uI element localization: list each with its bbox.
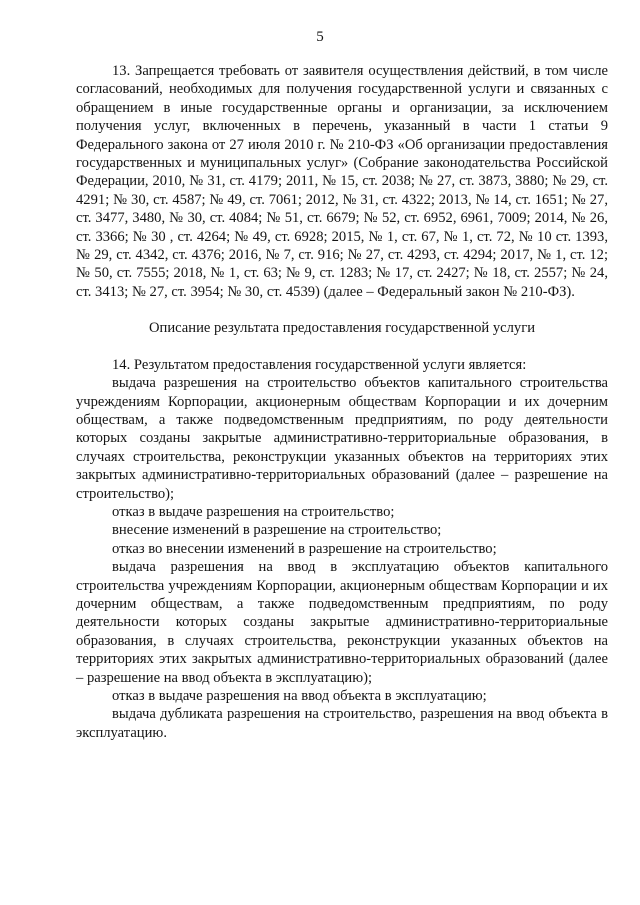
result-item-duplicate-permit: выдача дубликата разрешения на строительство, разрешения на ввод объекта в эксплуатацию.: [76, 706, 608, 741]
result-item-commissioning-permit: выдача разрешения на ввод в эксплуатацию объектов капитального строительства учреждениям Корпорации, акционерным обществам Корпорации и их дочерним обществам, а также подведомственным предприятиям, по роду деятельности которых созданы закрытые административно-территориальные образования, в случаях строительства, реконструкции указанных объектов на территориях этих закрытых административно-территориальных образований (далее – разрешение на ввод объекта в эксплуатацию);: [76, 559, 608, 686]
section-heading: Описание результата предоставления государственной услуги: [148, 320, 536, 337]
result-item-commissioning-refusal: отказ в выдаче разрешения на ввод объекта в эксплуатацию;: [112, 688, 487, 704]
document-body: [76, 62, 608, 742]
result-item-permit-amendment: внесение изменений в разрешение на строительство;: [112, 522, 442, 539]
result-item-amendment-refusal: отказ во внесении изменений в разрешение на строительство;: [112, 540, 497, 557]
paragraph-14: 14. Результатом предоставления государственной услуги является:: [112, 356, 527, 373]
page-number: 5: [316, 29, 324, 45]
result-item-building-permit: выдача разрешения на строительство объектов капитального строительства учреждениям Корпорации, акционерным обществам Корпорации и их дочерним обществам, а также подведомственным предприятиям, по роду деятельности которых созданы закрытые административно-территориальные образования, в случаях строительства, реконструкции указанных объектов на территориях этих закрытых административно-территориальных образований (далее – разрешение на строительство);: [76, 375, 608, 502]
paragraph-13: 13. Запрещается требовать от заявителя осуществления действий, в том числе согласований, необходимых для получения государственной услуги и связанных с обращением в иные государственные органы и организации, за исключением получения услуг, включенных в перечень, указанный в части 1 статьи 9 Федерального закона от 27 июля 2010 г. № 210-ФЗ «Об организации предоставления государственных и муниципальных услуг» (Собрание законодательства Российской Федерации, 2010, № 31, ст. 4179; 2011, № 15, ст. 2038; № 27, ст. 3873, 3880; № 29, ст. 4291; № 30, ст. 4587; № 49, ст. 7061; 2012, № 31, ст. 4322; 2013, № 14, ст. 1651; № 27, ст. 3477, 3480, № 30, ст. 4084; № 51, ст. 6679; № 52, ст. 6952, 6961, 7009; 2014, № 26, ст. 3366; № 30 , ст. 4264; № 49, ст. 6928; 2015, № 1, ст. 67, № 1, ст. 72, № 10 ст. 1393, № 29, ст. 4342, ст. 4376; 2016, № 7, ст. 916; № 27, ст. 4293, ст. 4294; 2017, № 1, ст. 12; № 50, ст. 7555; 2018, № 1, ст. 63; № 9, ст. 1283; № 17, ст. 2427; № 18, ст. 2557; № 24, ст. 3413; № 27, ст. 3954; № 30, ст. 4539) (далее – Федеральный закон № 210-ФЗ).: [76, 63, 608, 300]
result-item-permit-refusal: отказ в выдаче разрешения на строительство;: [112, 503, 395, 520]
